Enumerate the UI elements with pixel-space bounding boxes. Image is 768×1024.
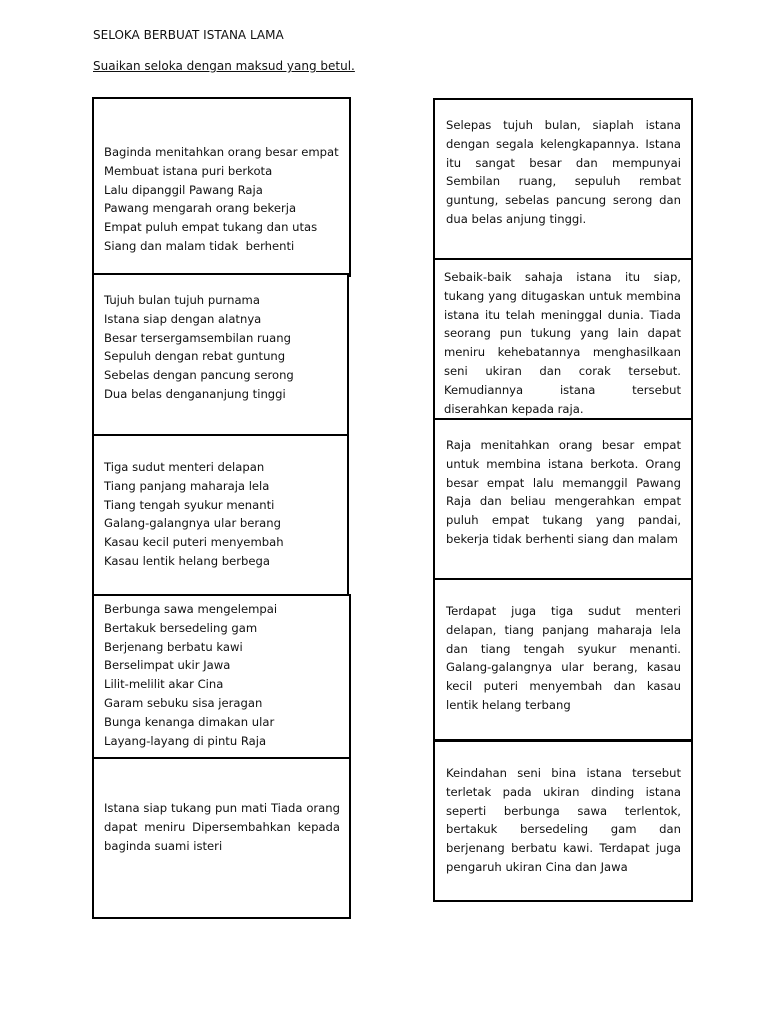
maksud-box-3: [433, 418, 693, 580]
seloka-box-3: [92, 434, 349, 597]
seloka-box-1: [92, 97, 351, 277]
seloka-text: Istana siap tukang pun mati Tiada orang dapat meniru Dipersembahkan kepada baginda suami isteri: [104, 801, 340, 853]
maksud-text: Raja menitahkan orang besar empat untuk membina istana berkota. Orang besar empat lalu memanggil Pawang Raja dan beliau mengerahkan empat puluh empat tukang yang pandai, bekerja tidak berhenti siang dan malam: [446, 438, 681, 546]
seloka-text: Berbunga sawa mengelempai Bertakuk bersedeling gam Berjenang berbatu kawi Berselimpat ukir Jawa Lilit-melilit akar Cina Garam sebuku sisa jeragan Bunga kenanga dimakan ular Layang-layang di pintu Raja: [104, 602, 278, 748]
maksud-text: Sebaik-baik sahaja istana itu siap, tukang yang ditugaskan untuk membina istana itu telah meninggal dunia. Tiada seorang pun tukung yang lain dapat meniru kehebatannya menghasilkaan seni ukiran dan corak tersebut. Kemudiannya istana tersebut diserahkan kepada raja.: [444, 270, 681, 416]
seloka-text: Tujuh bulan tujuh purnama Istana siap dengan alatnya Besar tersergamsembilan ruang Sepuluh dengan rebat guntung Sebelas dengan pancung serong Dua belas dengananjung tinggi: [104, 293, 294, 401]
seloka-box-5: [92, 757, 351, 919]
maksud-text: Selepas tujuh bulan, siaplah istana dengan segala kelengkapannya. Istana itu sangat besar dan mempunyai Sembilan ruang, sepuluh rembat guntung, sebelas pancung serong dan dua belas anjung tinggi.: [446, 118, 681, 226]
seloka-text: Tiga sudut menteri delapan Tiang panjang maharaja lela Tiang tengah syukur menanti Galang-galangnya ular berang Kasau kecil puteri menyembah Kasau lentik helang berbega: [104, 460, 284, 568]
seloka-box-4: [92, 594, 351, 761]
maksud-box-2: [433, 258, 693, 420]
page-title: SELOKA BERBUAT ISTANA LAMA: [93, 28, 284, 42]
instruction-text: Suaikan seloka dengan maksud yang betul.: [93, 59, 355, 73]
maksud-box-5: [433, 740, 693, 902]
seloka-text: Baginda menitahkan orang besar empat Membuat istana puri berkota Lalu dipanggil Pawang Raja Pawang mengarah orang bekerja Empat puluh empat tukang dan utas Siang dan malam tidak berhenti: [104, 145, 339, 253]
maksud-text: Terdapat juga tiga sudut menteri delapan, tiang panjang maharaja lela dan tiang tengah syukur menanti. Galang-galangnya ular berang, kasau kecil puteri menyembah dan kasau lentik helang terbang: [446, 604, 681, 712]
maksud-text: Keindahan seni bina istana tersebut terletak pada ukiran dinding istana seperti berbunga sawa terlentok, bertakuk bersedeling gam dan berjenang berbatu kawi. Terdapat juga pengaruh ukiran Cina dan Jawa: [446, 766, 681, 874]
maksud-box-4: [433, 578, 693, 741]
maksud-box-1: [433, 98, 693, 260]
seloka-box-2: [92, 273, 349, 438]
